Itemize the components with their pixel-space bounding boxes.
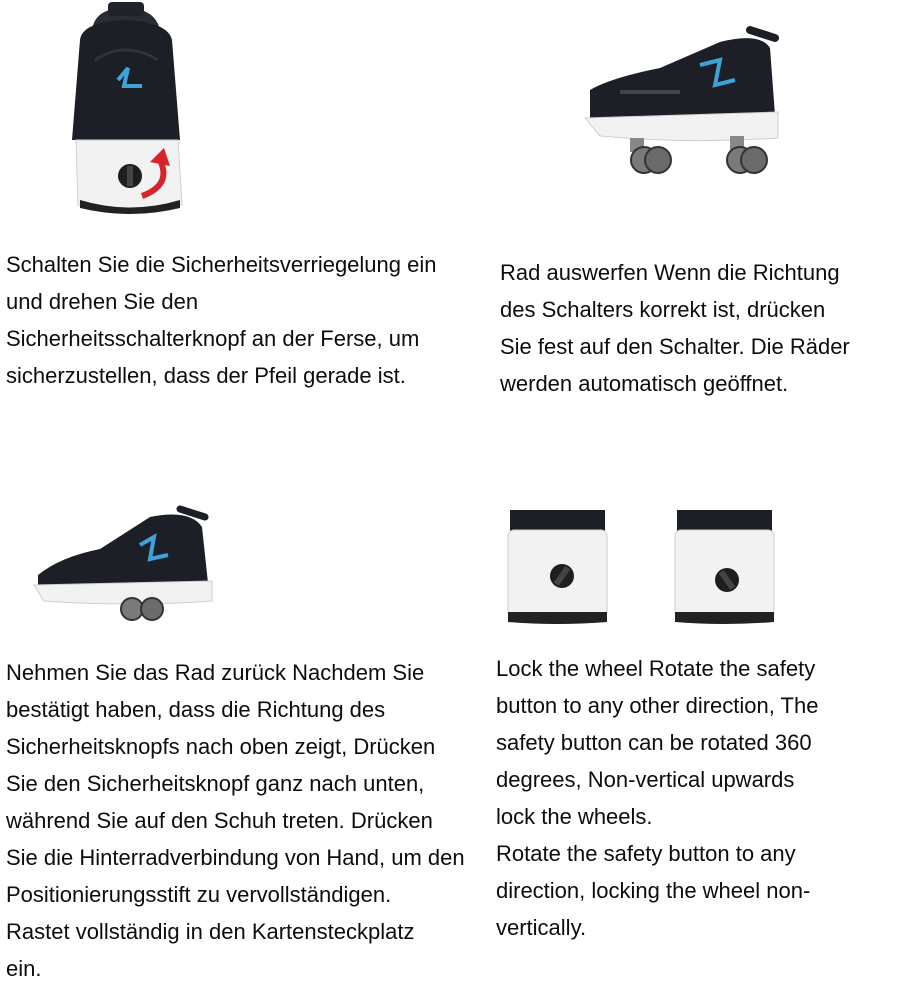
text-line: Rad auswerfen Wenn die Richtung — [500, 260, 840, 285]
text-line: Sie den Sicherheitsknopf ganz nach unten, — [6, 771, 425, 796]
text-line: Positionierungsstift zu vervollständigen. — [6, 882, 392, 907]
text-line: Rastet vollständig in den Kartensteckplatz — [6, 919, 415, 944]
text-line: und drehen Sie den — [6, 289, 199, 314]
text-line: Lock the wheel Rotate the safety — [496, 656, 816, 681]
text-line: während Sie auf den Schuh treten. Drücken — [6, 808, 433, 833]
heel-knob-illustration — [0, 0, 240, 230]
instruction-top-left — [6, 246, 436, 394]
text-line: bestätigt haben, dass die Richtung des — [6, 697, 386, 722]
text-line: sicherzustellen, dass der Pfeil gerade ist. — [6, 363, 406, 388]
text-line: button to any other direction, The — [496, 693, 819, 718]
text-line: Nehmen Sie das Rad zurück Nachdem Sie — [6, 660, 425, 685]
text-line: Sie fest auf den Schalter. Die Räder — [500, 334, 850, 359]
text-line: vertically. — [496, 915, 587, 940]
text-line: Sicherheitsknopfs nach oben zeigt, Drücken — [6, 734, 436, 759]
text-line: Sicherheitsschalterknopf an der Ferse, um — [6, 326, 420, 351]
text-line: degrees, Non-vertical upwards — [496, 767, 795, 792]
shoe-wheels-retract-image — [30, 505, 220, 630]
lock-wheels-illustration — [505, 510, 785, 630]
text-line: werden automatisch geöffnet. — [500, 371, 789, 396]
instruction-bottom-right — [496, 650, 818, 946]
text-line: Rotate the safety button to any — [496, 841, 796, 866]
instruction-top-right — [500, 254, 850, 402]
text-line: ein. — [6, 956, 42, 981]
heel-views-image — [505, 510, 785, 630]
text-line: lock the wheels. — [496, 804, 653, 829]
text-line: direction, locking the wheel non- — [496, 878, 811, 903]
retract-wheels-illustration — [30, 505, 220, 630]
text-line: Sie die Hinterradverbindung von Hand, um den — [6, 845, 465, 870]
text-line: Schalten Sie die Sicherheitsverriegelung ein — [6, 252, 437, 277]
shoe-wheels-out-image — [570, 20, 790, 190]
text-line: des Schalters korrekt ist, drücken — [500, 297, 826, 322]
instruction-bottom-left — [6, 654, 465, 987]
wheels-out-illustration — [570, 20, 790, 190]
heel-knob-image — [0, 0, 240, 230]
text-line: safety button can be rotated 360 — [496, 730, 812, 755]
